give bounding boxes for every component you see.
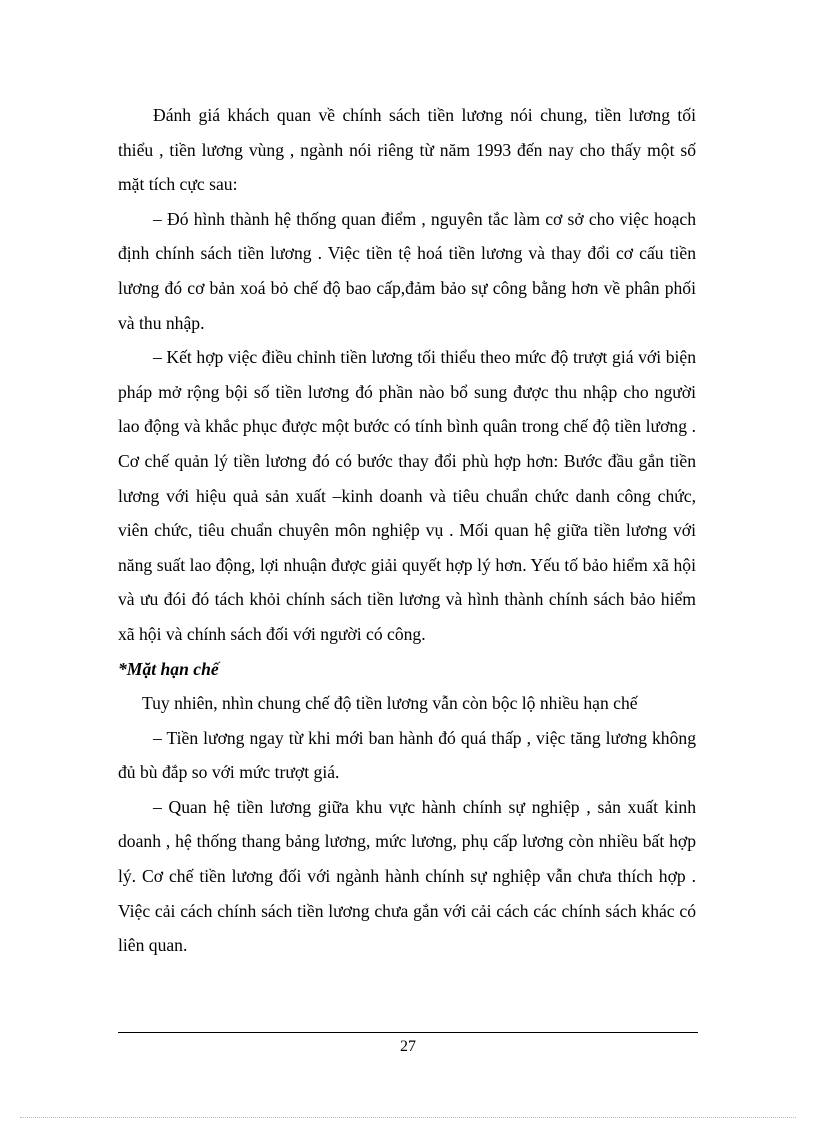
paragraph-positive-1: – Đó hình thành hệ thống quan điểm , nguyên tắc làm cơ sở cho việc hoạch định chính sách tiền lương . Việc tiền tệ hoá tiền lương và thay đổi cơ cấu tiền lương đó cơ bản xoá bỏ chế độ bao cấp,đảm bảo sự công bằng hơn về phân phối và thu nhập. — [118, 208, 696, 333]
page-number: 27 — [400, 1038, 416, 1055]
footer-divider — [118, 1032, 698, 1033]
paragraph-intro: Đánh giá khách quan về chính sách tiền lương nói chung, tiền lương tối thiểu , tiền lương vùng , ngành nói riêng từ năm 1993 đến nay cho thấy một số mặt tích cực sau: — [118, 105, 696, 195]
section-heading-limitations: *Mặt hạn chế — [118, 658, 219, 679]
paragraph-positive-2: – Kết hợp việc điều chỉnh tiền lương tối thiểu theo mức độ trượt giá với biện pháp mở rộng bội số tiền lương đó phần nào bổ sung được thu nhập cho người lao động và khắc phục được một bước có tính bình quân trong chế độ tiền lương . Cơ chế quản lý tiền lương đó có bước thay đổi phù hợp hơn: Bước đầu gắn tiền lương với hiệu quả sản xuất –kinh doanh và tiêu chuẩn chức danh công chức, viên chức, tiêu chuẩn chuyên môn nghiệp vụ . Mối quan hệ giữa tiền lương với năng suất lao động, lợi nhuận được giải quyết hợp lý hơn. Yếu tố bảo hiểm xã hội và ưu đói đó tách khỏi chính sách tiền lương và hình thành chính sách bảo hiểm xã hội và chính sách đối với người có công. — [118, 347, 696, 644]
paragraph-limitation-1: – Tiền lương ngay từ khi mới ban hành đó quá thấp , việc tăng lương không đủ bù đắp so với mức trượt giá. — [118, 727, 696, 783]
paragraph-limitation-2: – Quan hệ tiền lương giữa khu vực hành chính sự nghiệp , sản xuất kinh doanh , hệ thống thang bảng lương, mức lương, phụ cấp lương còn nhiều bất hợp lý. Cơ chế tiền lương đối với ngành hành chính sự nghiệp vẫn chưa thích hợp . Việc cải cách chính sách tiền lương chưa gắn với cải cách các chính sách khác có liên quan. — [118, 796, 696, 956]
page-bottom-dotted-line — [20, 1117, 796, 1118]
document-body — [118, 98, 696, 963]
paragraph-limitations-intro: Tuy nhiên, nhìn chung chế độ tiền lương vẫn còn bộc lộ nhiều hạn chế — [142, 693, 638, 714]
